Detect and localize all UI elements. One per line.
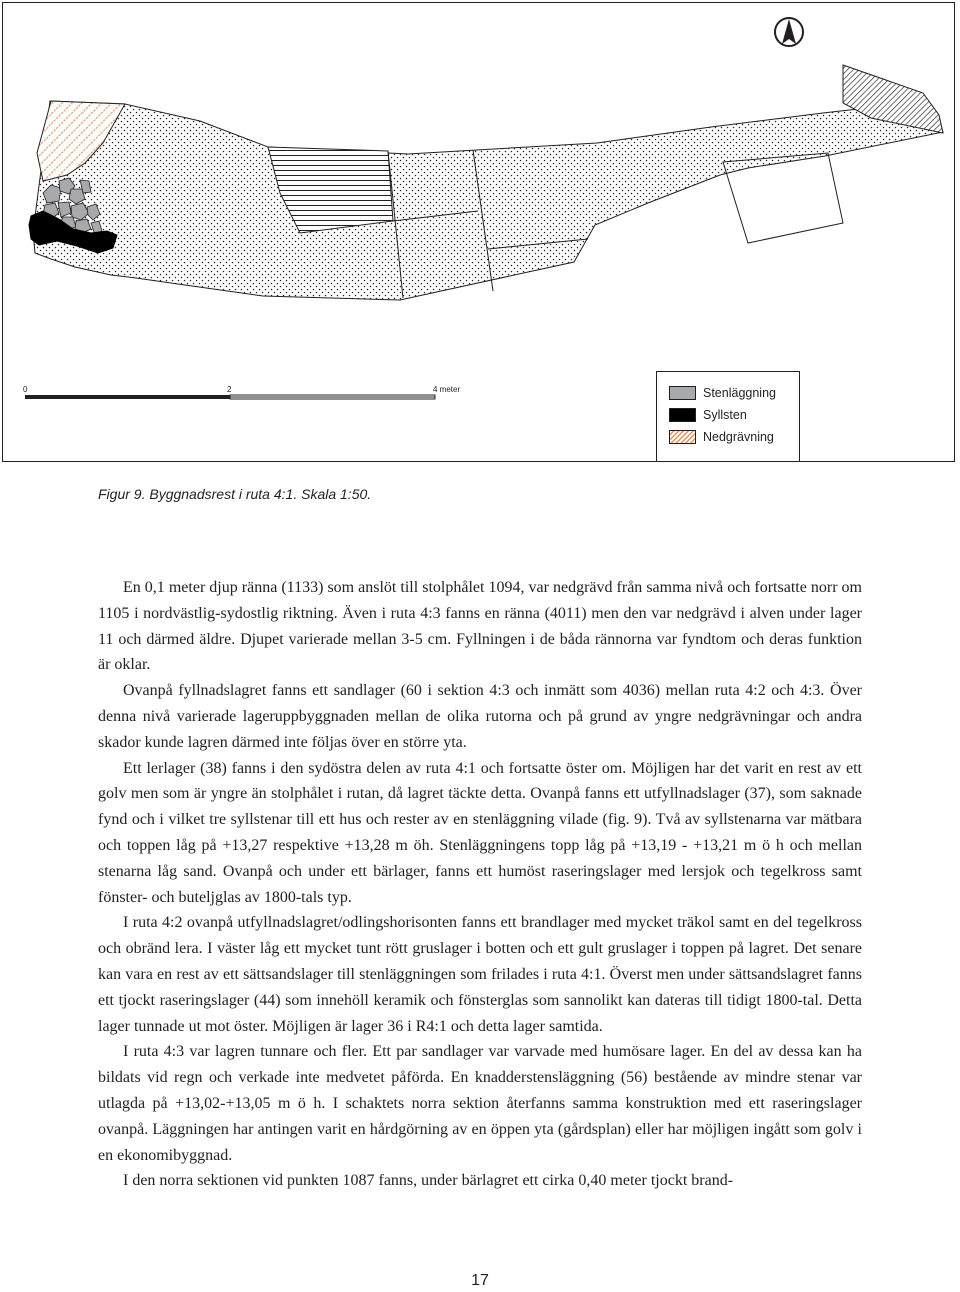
body-text (98, 575, 862, 1194)
paragraph: I den norra sektionen vid punkten 1087 fanns, under bärlagret ett cirka 0,40 meter tjockt brand- (123, 1172, 734, 1190)
figure-caption: Figur 9. Byggnadsrest i ruta 4:1. Skala 1:50. (98, 486, 372, 502)
north-arrow-icon (775, 18, 803, 46)
scale-label-4: 4 meter (433, 385, 461, 394)
legend-label: Stenläggning (703, 386, 776, 400)
scale-label-2: 2 (227, 385, 232, 394)
legend-item-syllsten (669, 407, 747, 423)
stenlaggning-swatch (669, 386, 696, 400)
paragraph: I ruta 4:3 var lagren tunnare och fler. Ett par sandlager var varvade med humösare lager. En del av dessa kan ha bildats vid regn och verkade inte medvetet påförda. En knadderstensläggning (56) bestående av mindre stenar var utlagda på +13,02-+13,05 m ö h. I schaktets norra sektion återfanns samma konstruktion med ett raseringslager ovanpå. Läggningen har antingen varit en hårdgörning av en öppen yta (gårdsplan) eller har möjligen ingått som golv i en ekonomibyggnad. (98, 1043, 862, 1164)
paragraph: Ovanpå fyllnadslagret fanns ett sandlager (60 i sektion 4:3 och inmätt som 4036) mellan ruta 4:2 och 4:3. Över denna nivå varierade lageruppbyggnaden mellan de olika rutorna och på grund av yngre nedgrävningar och andra skador kunde lagren därmed inte följas över en större yta. (98, 682, 862, 751)
scale-bar (23, 385, 460, 399)
paragraph: I ruta 4:2 ovanpå utfyllnadslagret/odlingshorisonten fanns ett brandlager med mycket träkol samt en del tegelkross och obränd lera. I väster låg ett mycket tunt rött gruslager i botten och ett gult gruslager i toppen på lagret. Det senare kan vara en rest av ett sättsandslager till stenläggningen som frilades i ruta 4:1. Överst men under sättsandslagret fanns ett tjockt raseringslager (44) som innehöll keramik och fönsterglas som sannolikt kan dateras till tidigt 1800-tal. Detta lager tunnade ut mot öster. Möjligen är lager 36 i R4:1 och detta lager samtida. (98, 914, 862, 1035)
page-number: 17 (471, 1272, 489, 1289)
figure-frame (2, 2, 955, 462)
paragraph: Ett lerlager (38) fanns i den sydöstra delen av ruta 4:1 och fortsatte öster om. Möjligen har det varit en rest av ett golv men som är yngre än stolphålet i rutan, då lagret täckte detta. Ovanpå fanns ett utfyllnadslager (37), som saknade fynd och i vilket tre syllstenar till ett hus och rester av en stenläggning vilade (fig. 9). Två av syllstenarna var mätbara och toppen låg på +13,27 respektive +13,28 m öh. Stenläggningens topp låg på +13,19 - +13,21 m ö h och mellan stenarna låg sand. Ovanpå och under ett bärlager, fanns ett humöst raseringslager med lersjok och tegelkross samt fönster- och buteljglas av 1800-tals typ. (98, 759, 862, 906)
paragraph: En 0,1 meter djup ränna (1133) som anslöt till stolphålet 1094, var nedgrävd från samma nivå och fortsatte norr om 1105 i nordvästlig-sydostlig riktning. Även i ruta 4:3 fanns en ränna (4011) men den var nedgrävd i alven under lager 11 och därmed äldre. Djupet varierade mellan 3-5 cm. Fyllningen i de båda rännorna var fyndtom och deras funktion är oklar. (98, 579, 862, 674)
excavation-plan (3, 3, 956, 463)
legend-label: Nedgrävning (703, 430, 774, 444)
syllsten-swatch (669, 408, 696, 422)
scale-label-0: 0 (23, 385, 28, 394)
legend-item-stenlaggning (669, 385, 776, 401)
legend (656, 371, 800, 462)
legend-label: Syllsten (703, 408, 747, 422)
legend-item-nedgravning (669, 429, 774, 445)
nedgravning-swatch (669, 430, 696, 444)
trench-band (33, 101, 943, 300)
